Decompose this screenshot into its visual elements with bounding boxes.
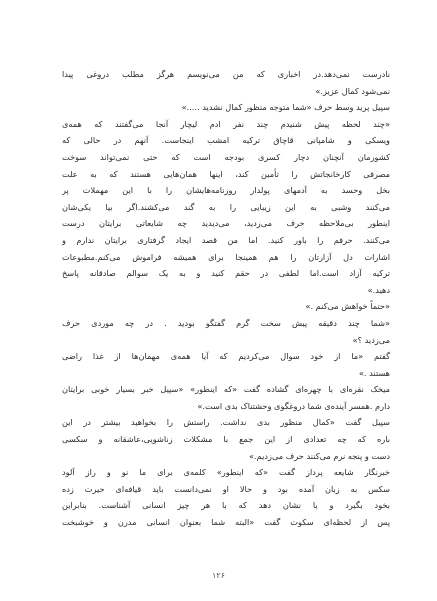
text-line: سپیل پرید وسط حرف «شما متوجه منظور کمال نشدید .....» xyxy=(181,102,390,113)
text-line: می‌زدید ؟» xyxy=(352,334,390,345)
text-line: بخل وحسد به آدمهای پولدار روزنامه‌هایشان را با این مهملات پر xyxy=(62,185,390,196)
text-line: اینطور بی‌ملاحظه حرف می‌زدید، می‌دیدید چه شایعاتی برایتان درست xyxy=(62,218,390,229)
text-line: ترکیه آزاد است.اما لطفی در حقم کنید و به یک سوالم صادقانه پاسخ xyxy=(62,268,390,279)
text-line: دهید.» xyxy=(367,284,390,295)
text-line: اشارات دل آزارتان را هم همینجا برای همیشه فراموش می‌کنم.مطبوعات xyxy=(62,251,390,262)
text-line: بخود بگیرد و یا نشان دهد که با هر چیز انسانی آشناست. بنابراین xyxy=(62,500,390,511)
text-line: میخک نقره‌ای با چهره‌ای گشاده گفت «که اینطور» «سپیل خبر بسیار خوبی برایتان xyxy=(62,384,390,395)
text-line: می‌کنند وشبی به این زیبایی را به گند می‌کشند.اگر بیا یکی‌شان xyxy=(62,201,390,212)
text-line: خبرنگار شایعه پرداز گفت «که اینطور» کلمه‌ی برای ما نو و راز آلود xyxy=(62,467,390,478)
text-line: سپیل گفت «کمال منظور بدی نداشت. راستش را بخواهید بیشتر در این xyxy=(62,417,390,428)
text-line: پس از لحظه‌ای سکوت گفت «البته شما بعنوان انسانی مدرن و خوشبخت xyxy=(62,517,390,528)
text-line: نمی‌شود کمال عزیز.» xyxy=(315,85,390,96)
page-number: ۱۲۶ xyxy=(212,571,225,580)
text-line: باره که چه تعدادی از این جمع با مشکلات زناشویی،عاشقانه و سکسی xyxy=(62,434,390,445)
text-line: می‌کنند. حرفم را باور کنید. اما من قصد ایجاد گرفتاری برایتان ندارم و xyxy=(62,234,390,245)
text-line: سکس به زبان آمده بود و حالا او نمی‌دانست باید قیافه‌ای حیرت زده xyxy=(62,483,390,494)
text-line: ویسکی و شامپانی قاچاق ترکیه امشب اینجاست. آنهم در حالی که xyxy=(62,135,390,146)
text-line: هستند .» xyxy=(358,367,390,378)
text-line: گفتم «ما از خود سوال می‌کردیم که آیا همه‌ی مهمان‌ها از غذا راضی xyxy=(62,351,390,362)
text-line: کشورمان آنچنان دچار کسری بودجه است که حتی نمی‌تواند سوخت xyxy=(62,151,390,162)
text-line: «چند لحظه پیش شنیدم چند نفر ادم لیچار آنجا می‌گفتند که همه‌ی xyxy=(62,118,390,129)
text-line: نادرست نمی‌دهد.در اخباری که من می‌نویسم هرگز مطلب دروغی پیدا xyxy=(62,69,390,79)
text-line: «حتماً خواهش می‌کنم .» xyxy=(305,301,390,312)
text-line: «شما چند دقیقه پیش سخت گرم گفتگو بودید . در چه موردی حرف xyxy=(62,317,390,328)
text-line: دست و پنجه نرم می‌کنند حرف می‌زدیم.» xyxy=(249,450,390,461)
text-line: دارم .همسر آینده‌ی شما دروغگوی وحشتناک بدی است.» xyxy=(197,400,390,411)
text-line: مصرفی کارخانجاتش را تأمین کند، اینها همان‌هایی هستند که به علت xyxy=(62,168,390,179)
body-text xyxy=(62,66,390,531)
